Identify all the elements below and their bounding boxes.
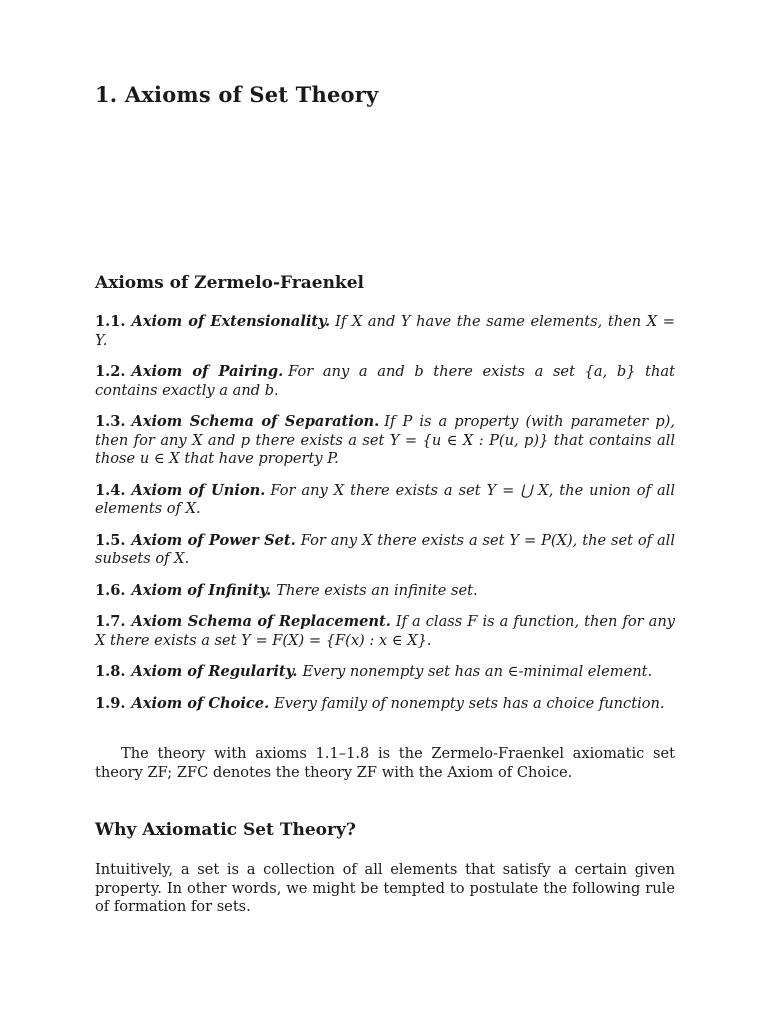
axiom-number: 1.2. xyxy=(95,363,126,380)
axiom-name: Axiom of Union. xyxy=(131,481,266,499)
axiom-item xyxy=(95,613,675,650)
axiom-statement: If X and Y have the same elements, then X = Y. xyxy=(95,313,676,349)
section-title-zf: Axioms of Zermelo-Fraenkel xyxy=(95,273,364,293)
axiom-item xyxy=(95,663,675,682)
axiom-number: 1.4. xyxy=(95,481,126,499)
axiom-statement: There exists an infinite set. xyxy=(276,581,478,599)
axiom-statement: For any X there exists a set Y = P(X), the set of all subsets of X. xyxy=(95,531,675,567)
axiom-statement: Every family of nonempty sets has a choice function. xyxy=(274,694,665,712)
axiom-statement: For any a and b there exists a set {a, b} that contains exactly a and b. xyxy=(95,363,675,399)
axiom-item xyxy=(95,695,675,714)
axiom-statement: Every nonempty set has an ∈-minimal element. xyxy=(302,663,653,680)
axiom-number: 1.6. xyxy=(95,581,126,599)
axiom-number: 1.5. xyxy=(95,531,126,549)
axiom-number: 1.1. xyxy=(95,313,126,330)
axiom-item xyxy=(95,313,675,350)
chapter-title: 1. Axioms of Set Theory xyxy=(95,82,379,107)
axiom-list xyxy=(95,313,675,726)
axiom-number: 1.8. xyxy=(95,663,126,680)
axiom-statement: For any X there exists a set Y = ⋃ X, the union of all elements of X. xyxy=(95,481,675,517)
axiom-item xyxy=(95,482,675,519)
axiom-name: Axiom of Infinity. xyxy=(131,581,272,599)
summary-paragraph: The theory with axioms 1.1–1.8 is the Zermelo-Fraenkel axiomatic set theory ZF; ZFC denotes the theory ZF with the Axiom of Choice. xyxy=(95,745,675,781)
axiom-item xyxy=(95,413,675,469)
intro-paragraph: Intuitively, a set is a collection of all elements that satisfy a certain given property. In other words, we might be tempted to postulate the following rule of formation for sets. xyxy=(95,861,675,915)
axiom-name: Axiom of Extensionality. xyxy=(131,313,331,330)
axiom-number: 1.3. xyxy=(95,413,126,430)
axiom-statement: If a class F is a function, then for any X there exists a set Y = F(X) = {F(x) : x ∈ X}. xyxy=(95,613,675,649)
axiom-number: 1.9. xyxy=(95,694,126,712)
axiom-item xyxy=(95,363,675,400)
section-title-why: Why Axiomatic Set Theory? xyxy=(95,820,356,840)
axiom-number: 1.7. xyxy=(95,613,126,630)
axiom-name: Axiom of Pairing. xyxy=(131,363,284,380)
axiom-name: Axiom Schema of Replacement. xyxy=(131,613,391,630)
axiom-name: Axiom of Regularity. xyxy=(131,663,298,680)
axiom-name: Axiom of Power Set. xyxy=(131,531,296,549)
axiom-name: Axiom of Choice. xyxy=(131,694,270,712)
axiom-name: Axiom Schema of Separation. xyxy=(131,413,380,430)
axiom-item xyxy=(95,532,675,569)
axiom-item xyxy=(95,582,675,601)
axiom-statement: If P is a property (with parameter p), then for any X and p there exists a set Y = {u ∈ X : P(u, p)} that contains all those u ∈ X that have property P. xyxy=(95,413,675,467)
